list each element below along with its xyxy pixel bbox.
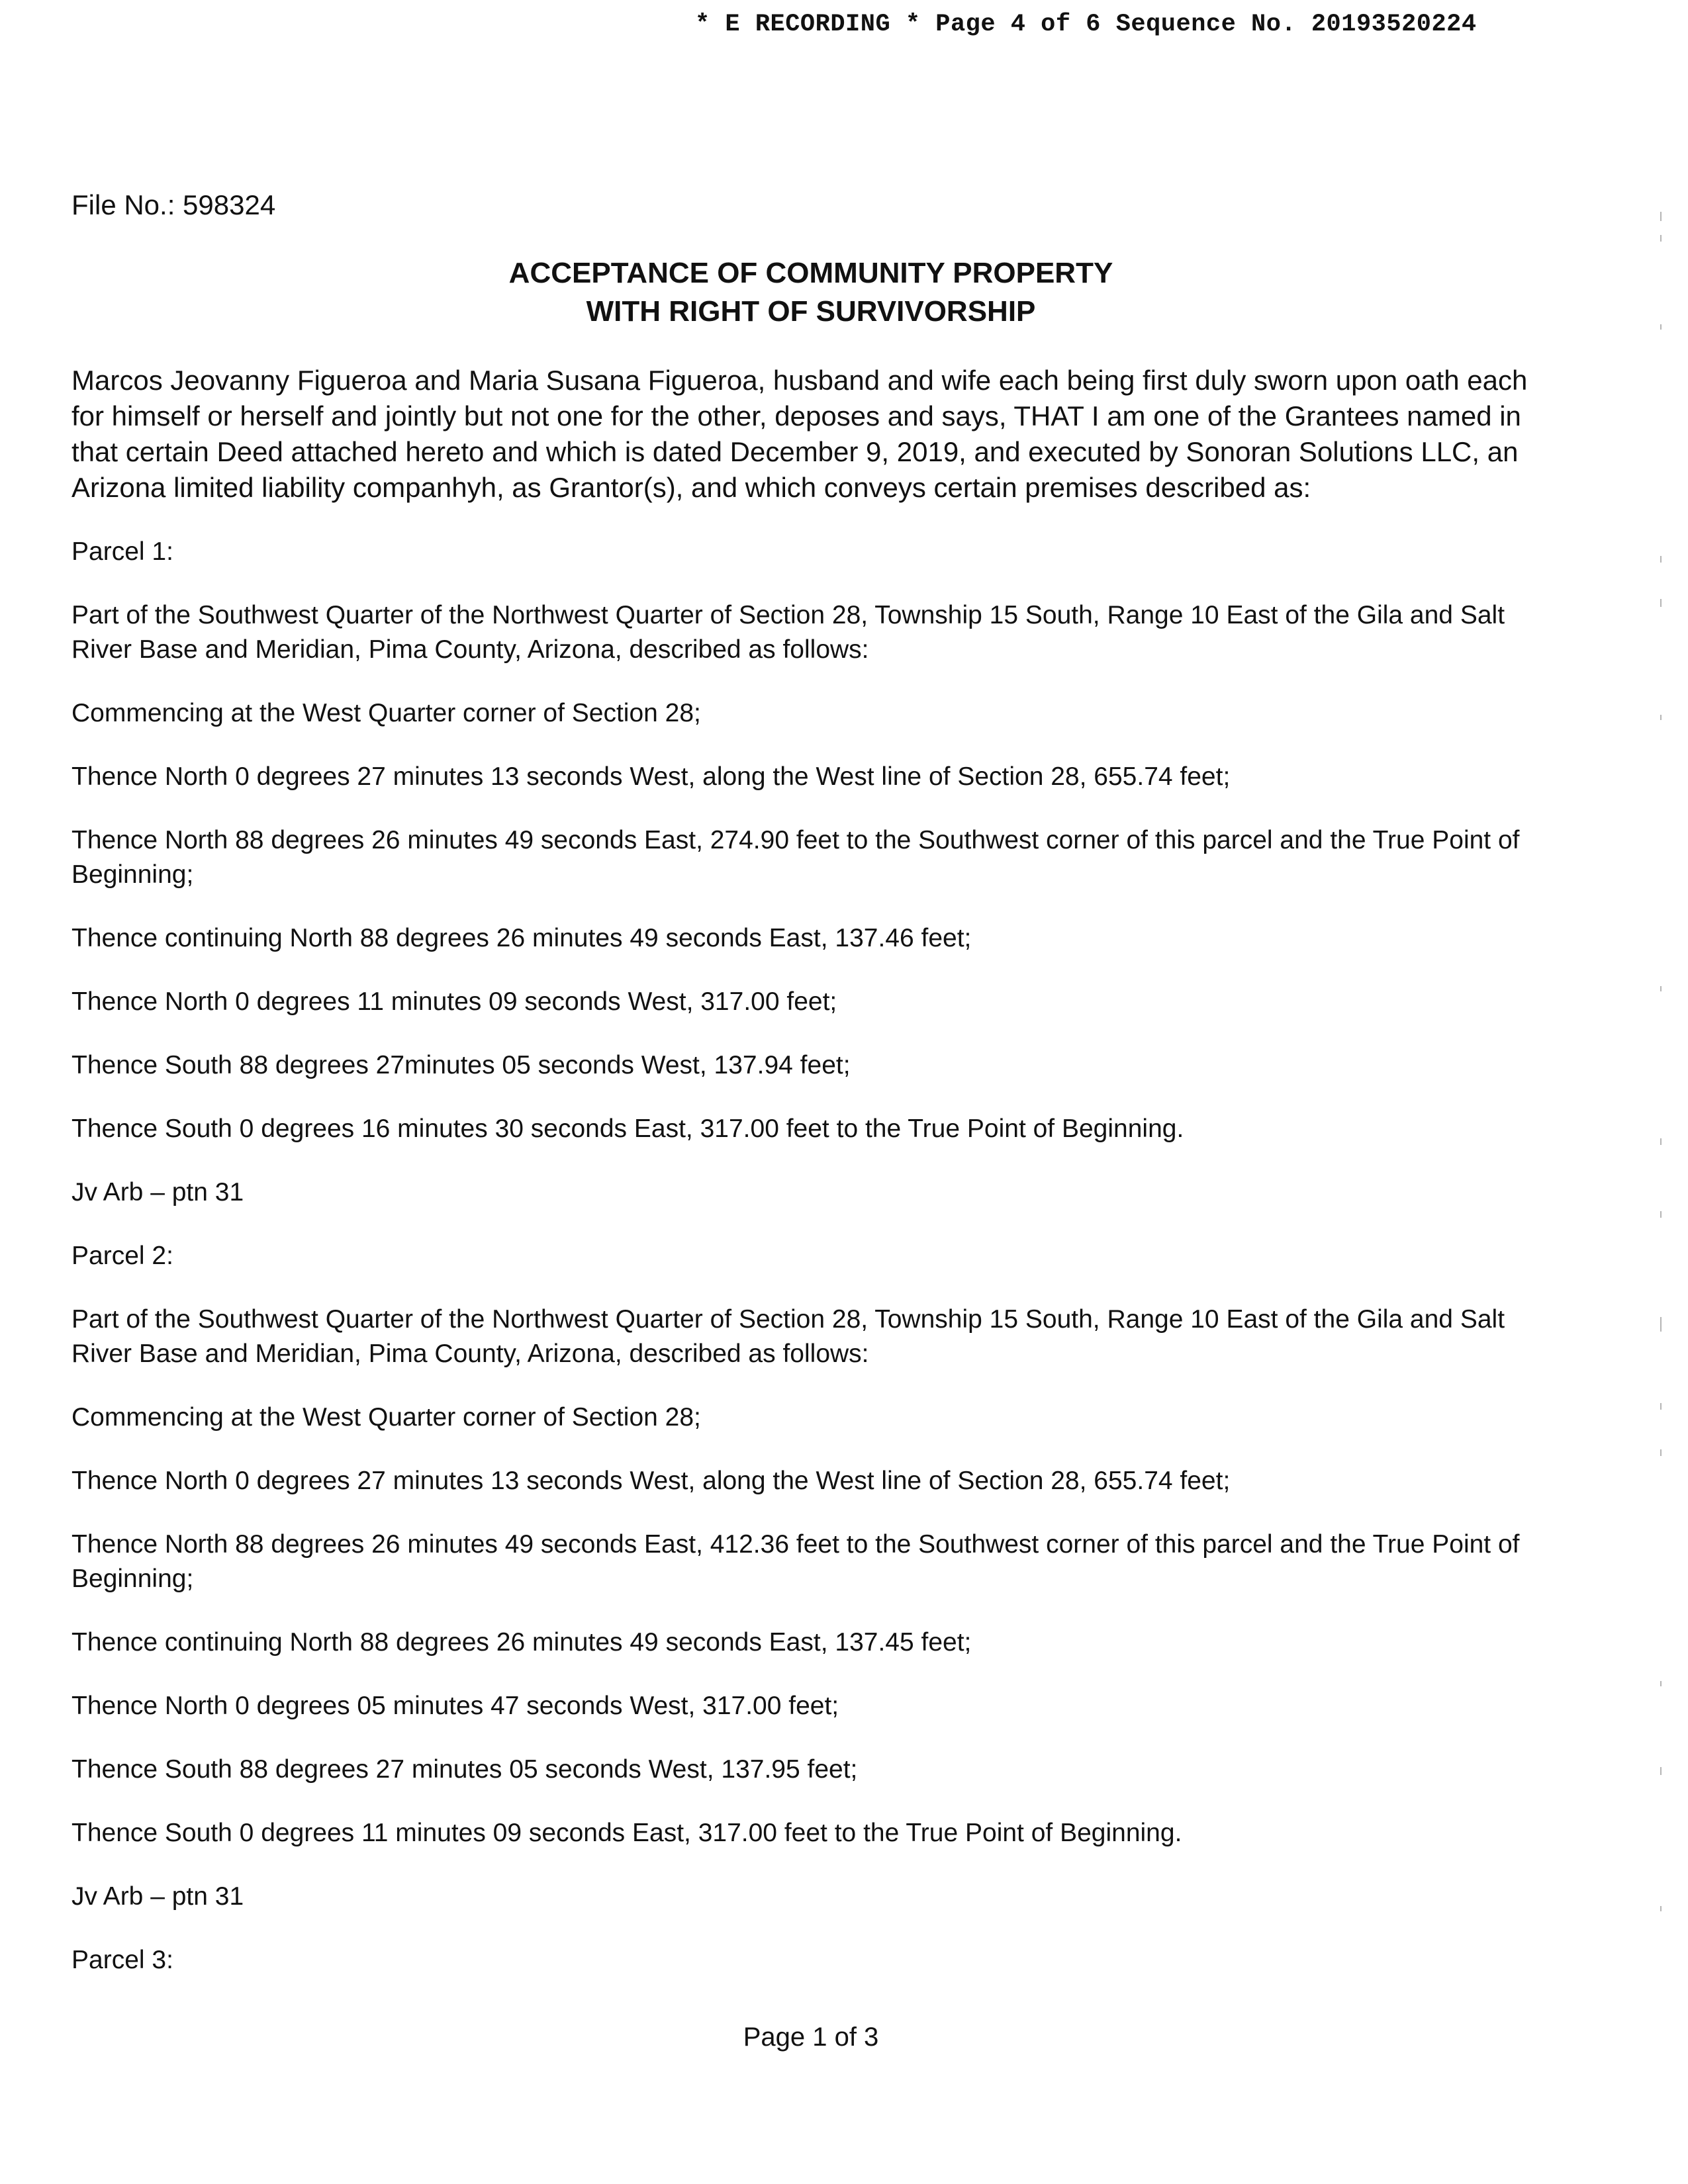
bearing-call: Thence North 0 degrees 27 minutes 13 seconds West, along the West line of Section 28, 655.74 feet;: [71, 762, 1231, 791]
title-line-2: WITH RIGHT OF SURVIVORSHIP: [586, 295, 1036, 328]
parcel-reference: Jv Arb – ptn 31: [71, 1882, 244, 1911]
recording-stamp: * E RECORDING * Page 4 of 6 Sequence No. 20193520224: [695, 11, 1477, 38]
bearing-call: Thence South 88 degrees 27minutes 05 seconds West, 137.94 feet;: [71, 1051, 851, 1079]
title-line-1: ACCEPTANCE OF COMMUNITY PROPERTY: [508, 257, 1113, 289]
document-title: [331, 254, 1291, 331]
bearing-call: Thence North 0 degrees 11 minutes 09 seconds West, 317.00 feet;: [71, 987, 837, 1016]
bearing-call: Thence South 88 degrees 27 minutes 05 seconds West, 137.95 feet;: [71, 1755, 858, 1784]
commencing-point: Commencing at the West Quarter corner of Section 28;: [71, 699, 701, 727]
bearing-call: Thence continuing North 88 degrees 26 minutes 49 seconds East, 137.45 feet;: [71, 1628, 972, 1657]
parcel-1-heading: Parcel 1:: [71, 537, 173, 566]
bearing-call: Thence North 0 degrees 27 minutes 13 seconds West, along the West line of Section 28, 655.74 feet;: [71, 1467, 1231, 1495]
bearing-call: Thence continuing North 88 degrees 26 minutes 49 seconds East, 137.46 feet;: [71, 924, 972, 952]
legal-description: Part of the Southwest Quarter of the Northwest Quarter of Section 28, Township 15 South, Range 10 East of the Gila and Salt River Base and Meridian, Pima County, Arizona, described as follows:: [71, 601, 1505, 664]
bearing-call: Thence North 88 degrees 26 minutes 49 seconds East, 274.90 feet to the Southwest corner of this parcel and the True Point of Beginning;: [71, 826, 1520, 889]
file-number: File No.: 598324: [71, 189, 276, 220]
bearing-call: Thence South 0 degrees 11 minutes 09 seconds East, 317.00 feet to the True Point of Beginning.: [71, 1819, 1182, 1847]
bearing-call: Thence North 0 degrees 05 minutes 47 seconds West, 317.00 feet;: [71, 1692, 839, 1720]
parcel-2-heading: Parcel 2:: [71, 1242, 173, 1270]
parcel-3-heading: Parcel 3:: [71, 1946, 173, 1974]
legal-description: Part of the Southwest Quarter of the Northwest Quarter of Section 28, Township 15 South, Range 10 East of the Gila and Salt River Base and Meridian, Pima County, Arizona, described as follows:: [71, 1305, 1505, 1368]
parcel-reference: Jv Arb – ptn 31: [71, 1178, 244, 1206]
intro-paragraph: Marcos Jeovanny Figueroa and Maria Susana Figueroa, husband and wife each being first duly sworn upon oath each for himself or herself and jointly but not one for the other, deposes and says, THAT I am one of the Grantees named in that certain Deed attached hereto and which is dated December 9, 2019, and executed by Sonoran Solutions LLC, an Arizona limited liability companhyh, as Grantor(s), and which conveys certain premises described as:: [71, 365, 1528, 503]
commencing-point: Commencing at the West Quarter corner of Section 28;: [71, 1403, 701, 1432]
document-body: [71, 363, 1561, 1978]
bearing-call: Thence South 0 degrees 16 minutes 30 seconds East, 317.00 feet to the True Point of Beginning.: [71, 1115, 1184, 1143]
scan-margin-marks: [1635, 0, 1688, 2184]
bearing-call: Thence North 88 degrees 26 minutes 49 seconds East, 412.36 feet to the Southwest corner of this parcel and the True Point of Beginning;: [71, 1530, 1520, 1593]
page-number: Page 1 of 3: [743, 2023, 879, 2052]
